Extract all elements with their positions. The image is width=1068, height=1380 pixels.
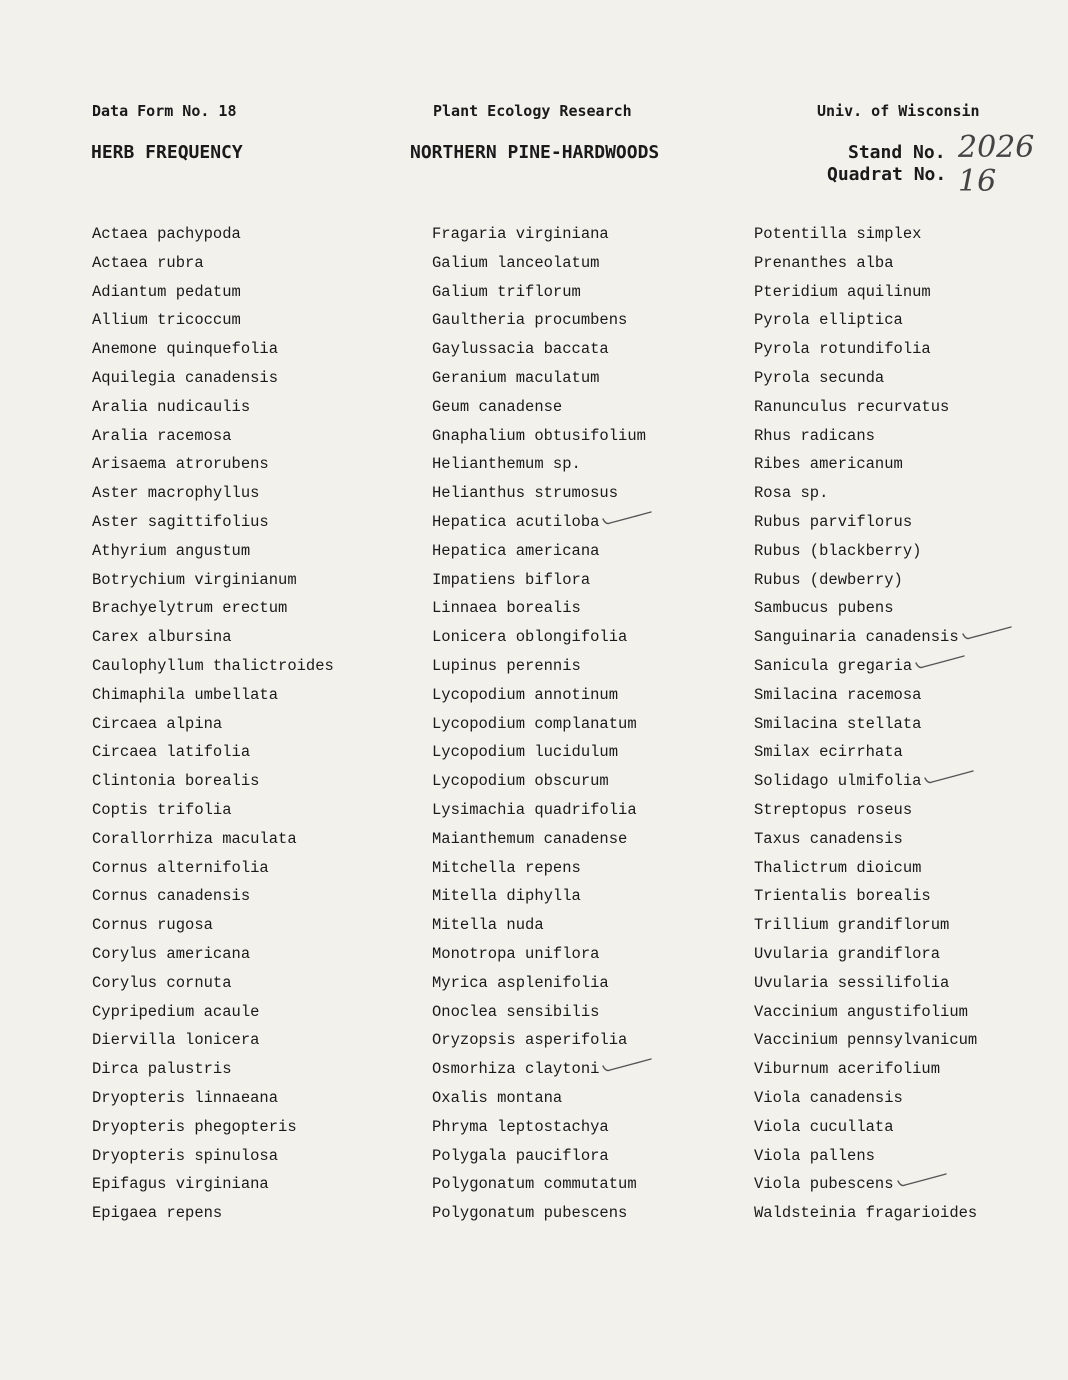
species-name: Circaea latifolia	[92, 743, 251, 762]
species-name: Smilacina racemosa	[754, 685, 922, 704]
species-item	[754, 1115, 977, 1144]
species-name: Oxalis montana	[432, 1088, 563, 1107]
species-item	[754, 856, 977, 885]
species-name: Rubus parviflorus	[754, 512, 913, 531]
species-name: Pteridium aquilinum	[754, 282, 931, 301]
species-name: Coptis trifolia	[92, 800, 232, 819]
species-item	[432, 510, 646, 539]
species-name: Viola pubescens	[754, 1175, 894, 1194]
species-name: Impatiens biflora	[432, 570, 591, 589]
species-item	[92, 1144, 334, 1173]
species-item	[92, 568, 334, 597]
species-name: Polygala pauciflora	[432, 1146, 609, 1165]
species-item	[754, 625, 977, 654]
species-name: Circaea alpina	[92, 714, 223, 733]
species-name: Lycopodium complanatum	[432, 714, 637, 733]
species-item	[754, 1028, 977, 1057]
species-name: Helianthemum sp.	[432, 455, 581, 474]
species-name: Mitella nuda	[432, 916, 544, 935]
species-item	[92, 683, 334, 712]
species-name: Actaea pachypoda	[92, 225, 241, 243]
species-item	[432, 539, 646, 568]
species-name: Diervilla lonicera	[92, 1031, 260, 1050]
species-name: Smilacina stellata	[754, 714, 922, 733]
species-name: Osmorhiza claytoni	[432, 1060, 600, 1079]
species-item	[432, 308, 646, 337]
species-item	[754, 1086, 977, 1115]
species-item	[754, 539, 977, 568]
species-item	[432, 798, 646, 827]
species-name: Lycopodium lucidulum	[432, 743, 619, 762]
species-name: Viola cucullata	[754, 1117, 894, 1136]
species-item	[432, 1172, 646, 1201]
species-item	[432, 884, 646, 913]
species-name: Epifagus virginiana	[92, 1175, 269, 1194]
species-name: Viola pallens	[754, 1146, 875, 1165]
species-item	[432, 1057, 646, 1086]
species-item	[432, 1144, 646, 1173]
species-name: Brachyelytrum erectum	[92, 599, 288, 618]
species-item	[92, 1115, 334, 1144]
species-name: Aralia nudicaulis	[92, 397, 251, 416]
species-item	[92, 827, 334, 856]
species-item	[754, 712, 977, 741]
species-name: Sanguinaria canadensis	[754, 628, 959, 647]
species-item	[92, 1201, 334, 1230]
species-item	[92, 280, 334, 309]
species-name: Dryopteris linnaeana	[92, 1088, 279, 1107]
species-name: Oryzopsis asperifolia	[432, 1031, 628, 1050]
species-item	[754, 827, 977, 856]
species-item	[432, 222, 646, 251]
species-item	[754, 942, 977, 971]
species-name: Cornus rugosa	[92, 916, 213, 935]
species-item	[92, 1000, 334, 1029]
species-name: Epigaea repens	[92, 1204, 223, 1223]
species-name: Streptopus roseus	[754, 800, 913, 819]
species-item	[92, 913, 334, 942]
species-name: Myrica asplenifolia	[432, 973, 609, 992]
species-name: Allium tricoccum	[92, 311, 241, 330]
species-name: Hepatica acutiloba	[432, 512, 600, 531]
species-name: Cypripedium acaule	[92, 1002, 260, 1021]
species-item	[754, 913, 977, 942]
species-name: Uvularia sessilifolia	[754, 973, 950, 992]
species-item	[92, 1172, 334, 1201]
checkmark-icon	[961, 625, 1013, 643]
species-name: Gaylussacia baccata	[432, 340, 609, 359]
stand-label: Stand No.	[848, 142, 946, 163]
species-name: Onoclea sensibilis	[432, 1002, 600, 1021]
species-name: Waldsteinia fragarioides	[754, 1204, 978, 1223]
species-item	[432, 625, 646, 654]
species-name: Corylus americana	[92, 944, 251, 963]
species-name: Phryma leptostachya	[432, 1117, 609, 1136]
species-name: Chimaphila umbellata	[92, 685, 279, 704]
species-name: Actaea rubra	[92, 253, 204, 272]
species-name: Geum canadense	[432, 397, 563, 416]
species-item	[754, 740, 977, 769]
species-name: Linnaea borealis	[432, 599, 581, 618]
species-name: Arisaema atrorubens	[92, 455, 269, 474]
species-item	[754, 337, 977, 366]
species-item	[92, 222, 334, 251]
species-name: Corallorrhiza maculata	[92, 829, 297, 848]
species-item	[92, 395, 334, 424]
species-name: Viola canadensis	[754, 1088, 903, 1107]
species-item	[754, 596, 977, 625]
species-name: Rubus (dewberry)	[754, 570, 903, 589]
species-item	[92, 884, 334, 913]
species-name: Lupinus perennis	[432, 656, 581, 675]
checkmark-icon	[923, 769, 975, 787]
species-name: Corylus cornuta	[92, 973, 232, 992]
species-item	[432, 1000, 646, 1029]
species-item	[92, 798, 334, 827]
species-name: Vaccinium angustifolium	[754, 1002, 968, 1021]
species-item	[92, 481, 334, 510]
species-name: Lonicera oblongifolia	[432, 628, 628, 647]
species-name: Anemone quinquefolia	[92, 340, 279, 359]
species-item	[754, 251, 977, 280]
species-item	[92, 712, 334, 741]
checkmark-icon	[601, 1057, 653, 1075]
species-item	[92, 856, 334, 885]
species-name: Cornus alternifolia	[92, 858, 269, 877]
species-item	[92, 971, 334, 1000]
species-item	[754, 481, 977, 510]
species-item	[92, 596, 334, 625]
species-item	[92, 539, 334, 568]
species-name: Pyrola elliptica	[754, 311, 903, 330]
species-item	[754, 1172, 977, 1201]
species-column-3	[754, 222, 977, 1230]
species-item	[754, 1057, 977, 1086]
species-item	[754, 424, 977, 453]
species-name: Aralia racemosa	[92, 426, 232, 445]
species-item	[754, 366, 977, 395]
species-name: Carex albursina	[92, 628, 232, 647]
species-item	[754, 1144, 977, 1173]
species-name: Pyrola rotundifolia	[754, 340, 931, 359]
species-name: Fragaria virginiana	[432, 225, 609, 243]
species-name: Sambucus pubens	[754, 599, 894, 618]
species-name: Hepatica americana	[432, 541, 600, 560]
species-name: Polygonatum commutatum	[432, 1175, 637, 1194]
species-column-2	[432, 222, 646, 1230]
species-item	[754, 654, 977, 683]
species-name: Gaultheria procumbens	[432, 311, 628, 330]
species-item	[754, 308, 977, 337]
species-name: Helianthus strumosus	[432, 484, 619, 503]
species-item	[754, 568, 977, 597]
species-item	[92, 1057, 334, 1086]
species-item	[432, 452, 646, 481]
species-name: Vaccinium pennsylvanicum	[754, 1031, 978, 1050]
species-item	[92, 308, 334, 337]
species-name: Rosa sp.	[754, 484, 829, 503]
species-item	[92, 251, 334, 280]
species-item	[754, 510, 977, 539]
species-item	[432, 712, 646, 741]
species-item	[432, 654, 646, 683]
species-item	[92, 654, 334, 683]
species-item	[92, 510, 334, 539]
species-name: Aster macrophyllus	[92, 484, 260, 503]
species-item	[754, 222, 977, 251]
species-column-1	[92, 222, 334, 1230]
species-item	[92, 740, 334, 769]
species-name: Athyrium angustum	[92, 541, 251, 560]
species-name: Smilax ecirrhata	[754, 743, 903, 762]
species-name: Lycopodium annotinum	[432, 685, 619, 704]
species-item	[92, 625, 334, 654]
institution-name: Univ. of Wisconsin	[817, 102, 980, 120]
species-name: Botrychium virginianum	[92, 570, 297, 589]
species-name: Geranium maculatum	[432, 368, 600, 387]
species-name: Lysimachia quadrifolia	[432, 800, 637, 819]
species-item	[432, 827, 646, 856]
species-item	[432, 596, 646, 625]
species-item	[754, 1201, 977, 1230]
species-item	[432, 856, 646, 885]
species-item	[92, 1028, 334, 1057]
species-name: Polygonatum pubescens	[432, 1204, 628, 1223]
species-name: Cornus canadensis	[92, 887, 251, 906]
species-item	[754, 971, 977, 1000]
quadrat-number-handwritten: 16	[958, 164, 997, 199]
species-item	[92, 452, 334, 481]
species-item	[92, 424, 334, 453]
species-item	[432, 481, 646, 510]
species-item	[432, 366, 646, 395]
species-item	[754, 769, 977, 798]
species-item	[754, 798, 977, 827]
form-number: Data Form No. 18	[92, 102, 237, 120]
species-item	[92, 366, 334, 395]
species-name: Galium lanceolatum	[432, 253, 600, 272]
species-item	[432, 1201, 646, 1230]
species-item	[754, 452, 977, 481]
species-item	[432, 769, 646, 798]
species-item	[432, 280, 646, 309]
species-name: Rubus (blackberry)	[754, 541, 922, 560]
species-item	[432, 1086, 646, 1115]
species-name: Uvularia grandiflora	[754, 944, 941, 963]
species-name: Rhus radicans	[754, 426, 875, 445]
species-name: Mitchella repens	[432, 858, 581, 877]
quadrat-label: Quadrat No.	[827, 164, 947, 185]
species-name: Prenanthes alba	[754, 253, 894, 272]
species-item	[432, 395, 646, 424]
species-name: Thalictrum dioicum	[754, 858, 922, 877]
species-item	[432, 740, 646, 769]
species-item	[432, 568, 646, 597]
species-item	[432, 913, 646, 942]
species-name: Solidago ulmifolia	[754, 772, 922, 791]
species-item	[432, 251, 646, 280]
species-name: Maianthemum canadense	[432, 829, 628, 848]
species-name: Aquilegia canadensis	[92, 368, 279, 387]
species-name: Galium triflorum	[432, 282, 581, 301]
checkmark-icon	[601, 510, 653, 528]
species-item	[92, 1086, 334, 1115]
checkmark-icon	[914, 654, 966, 672]
species-name: Adiantum pedatum	[92, 282, 241, 301]
species-item	[754, 280, 977, 309]
species-name: Dryopteris spinulosa	[92, 1146, 279, 1165]
species-name: Potentilla simplex	[754, 225, 922, 243]
species-name: Viburnum acerifolium	[754, 1060, 941, 1079]
species-item	[432, 971, 646, 1000]
program-name: Plant Ecology Research	[433, 102, 632, 120]
species-name: Trientalis borealis	[754, 887, 931, 906]
species-name: Ribes americanum	[754, 455, 903, 474]
species-item	[754, 884, 977, 913]
species-item	[432, 424, 646, 453]
species-item	[754, 1000, 977, 1029]
checkmark-icon	[896, 1172, 948, 1190]
species-item	[754, 395, 977, 424]
species-name: Sanicula gregaria	[754, 656, 913, 675]
species-item	[432, 683, 646, 712]
species-name: Gnaphalium obtusifolium	[432, 426, 646, 445]
species-name: Ranunculus recurvatus	[754, 397, 950, 416]
form-title: HERB FREQUENCY	[91, 142, 243, 163]
species-name: Aster sagittifolius	[92, 512, 269, 531]
species-name: Trillium grandiflorum	[754, 916, 950, 935]
species-name: Pyrola secunda	[754, 368, 885, 387]
species-item	[92, 769, 334, 798]
species-item	[432, 1028, 646, 1057]
species-name: Dryopteris phegopteris	[92, 1117, 297, 1136]
community-title: NORTHERN PINE-HARDWOODS	[410, 142, 660, 163]
species-item	[432, 1115, 646, 1144]
species-name: Taxus canadensis	[754, 829, 903, 848]
species-name: Lycopodium obscurum	[432, 772, 609, 791]
species-name: Mitella diphylla	[432, 887, 581, 906]
species-item	[432, 337, 646, 366]
species-name: Monotropa uniflora	[432, 944, 600, 963]
species-item	[92, 942, 334, 971]
species-name: Clintonia borealis	[92, 772, 260, 791]
species-item	[754, 683, 977, 712]
species-item	[92, 337, 334, 366]
species-name: Dirca palustris	[92, 1060, 232, 1079]
species-name: Caulophyllum thalictroides	[92, 656, 334, 675]
species-item	[432, 942, 646, 971]
stand-number-handwritten: 2026	[958, 130, 1035, 165]
